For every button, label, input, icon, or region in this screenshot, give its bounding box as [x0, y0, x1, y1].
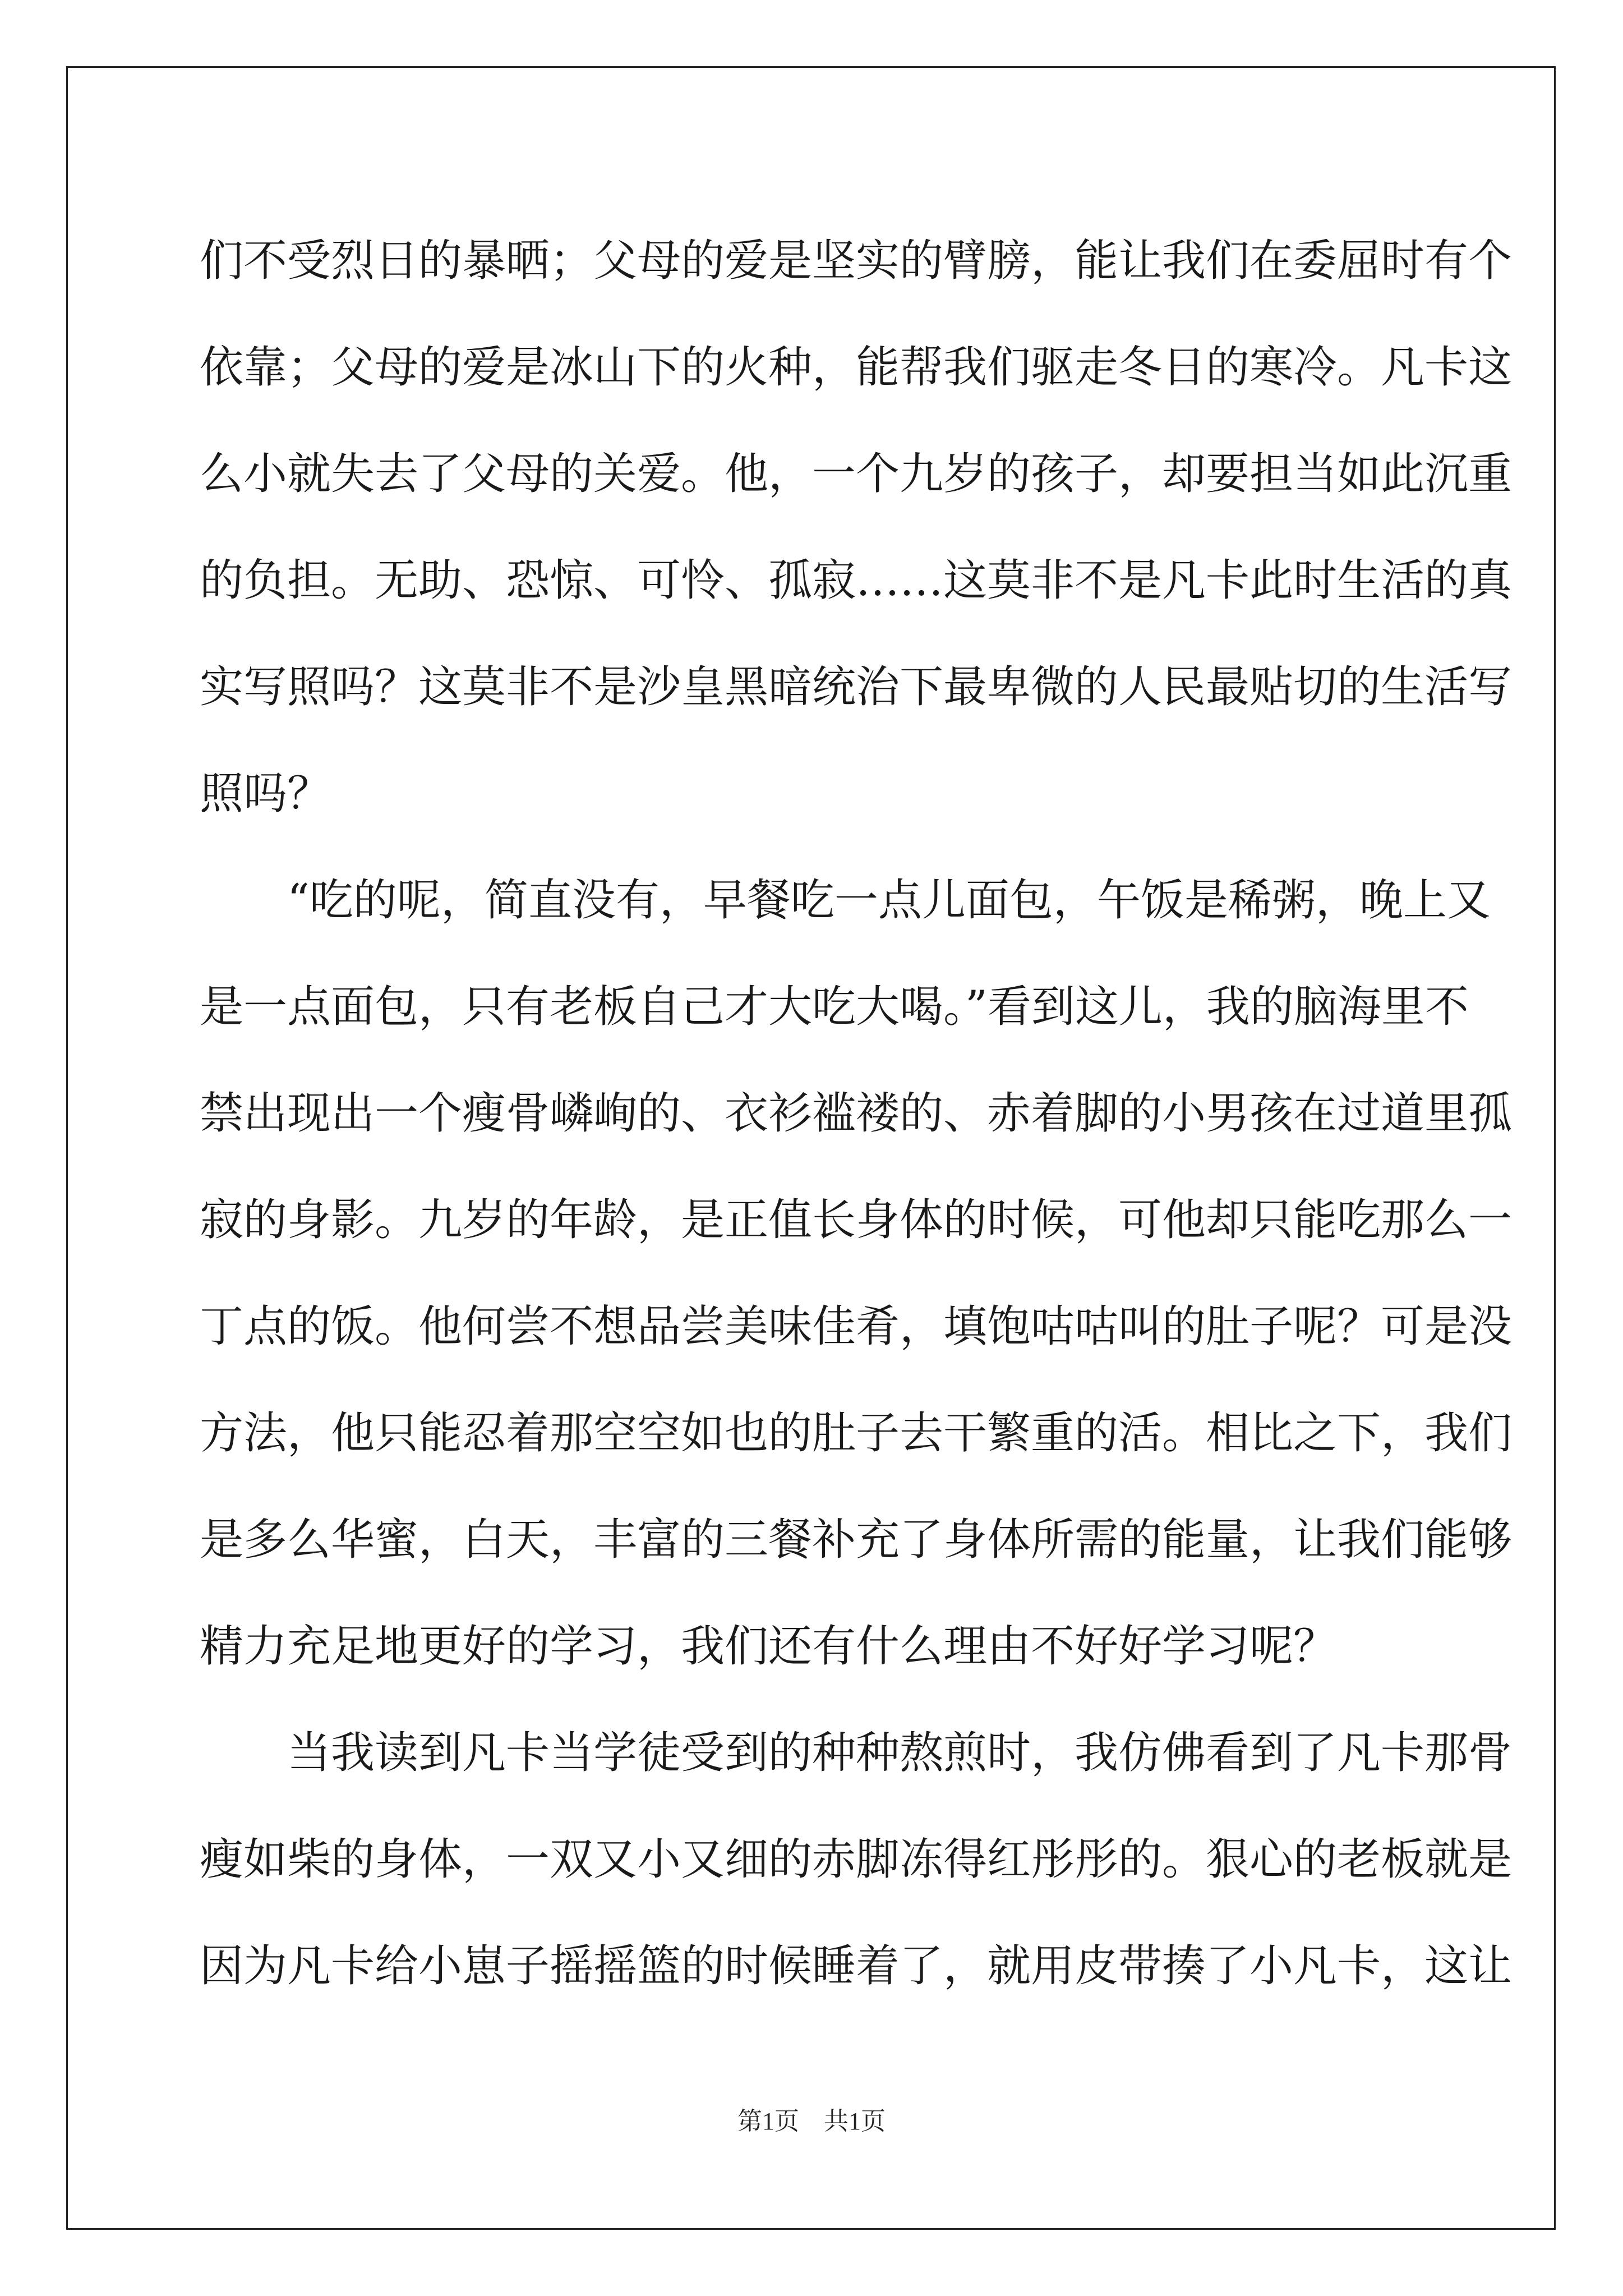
text-line: “吃的呢，简直没有，早餐吃一点儿面包，午饭是稀粥，晚上又: [287, 875, 1491, 926]
text-line: 因为凡卡给小崽子摇摇篮的时候睡着了，就用皮带揍了小凡卡，这让: [200, 1941, 1513, 1991]
text-line: 们不受烈日的暴晒；父母的爱是坚实的臂膀，能让我们在委屈时有个: [200, 236, 1513, 286]
text-line: 照吗？: [200, 769, 331, 819]
text-line: 禁出现出一个瘦骨嶙峋的、衣衫褴褛的、赤着脚的小男孩在过道里孤: [200, 1088, 1513, 1139]
text-line: 丁点的饭。他何尝不想品尝美味佳肴，填饱咕咕叫的肚子呢？可是没: [200, 1301, 1513, 1352]
text-line: 的负担。无助、恐惊、可怜、孤寂……这莫非不是凡卡此时生活的真: [200, 555, 1513, 606]
page-number: 第1页 共1页: [737, 2108, 886, 2135]
text-line: 么小就失去了父母的关爱。他，一个九岁的孩子，却要担当如此沉重: [200, 449, 1513, 499]
text-line: 当我读到凡卡当学徒受到的种种熬煎时，我仿佛看到了凡卡那骨: [287, 1728, 1513, 1778]
text-line: 寂的身影。九岁的年龄，是正值长身体的时候，可他却只能吃那么一: [200, 1195, 1513, 1245]
document-body: [200, 208, 1513, 2019]
page-footer: [0, 2101, 1623, 2137]
text-line: 精力充足地更好的学习，我们还有什么理由不好好学习呢？: [200, 1621, 1338, 1672]
text-line: 方法，他只能忍着那空空如也的肚子去干繁重的活。相比之下，我们: [200, 1408, 1513, 1458]
text-line: 是一点面包，只有老板自己才大吃大喝。”看到这儿，我的脑海里不: [200, 982, 1469, 1032]
text-line: 瘦如柴的身体，一双又小又细的赤脚冻得红彤彤的。狠心的老板就是: [200, 1834, 1513, 1885]
text-line: 依靠；父母的爱是冰山下的火种，能帮我们驱走冬日的寒冷。凡卡这: [200, 342, 1513, 393]
text-line: 是多么华蜜，白天，丰富的三餐补充了身体所需的能量，让我们能够: [200, 1515, 1513, 1565]
text-line: 实写照吗？这莫非不是沙皇黑暗统治下最卑微的人民最贴切的生活写: [200, 662, 1513, 712]
